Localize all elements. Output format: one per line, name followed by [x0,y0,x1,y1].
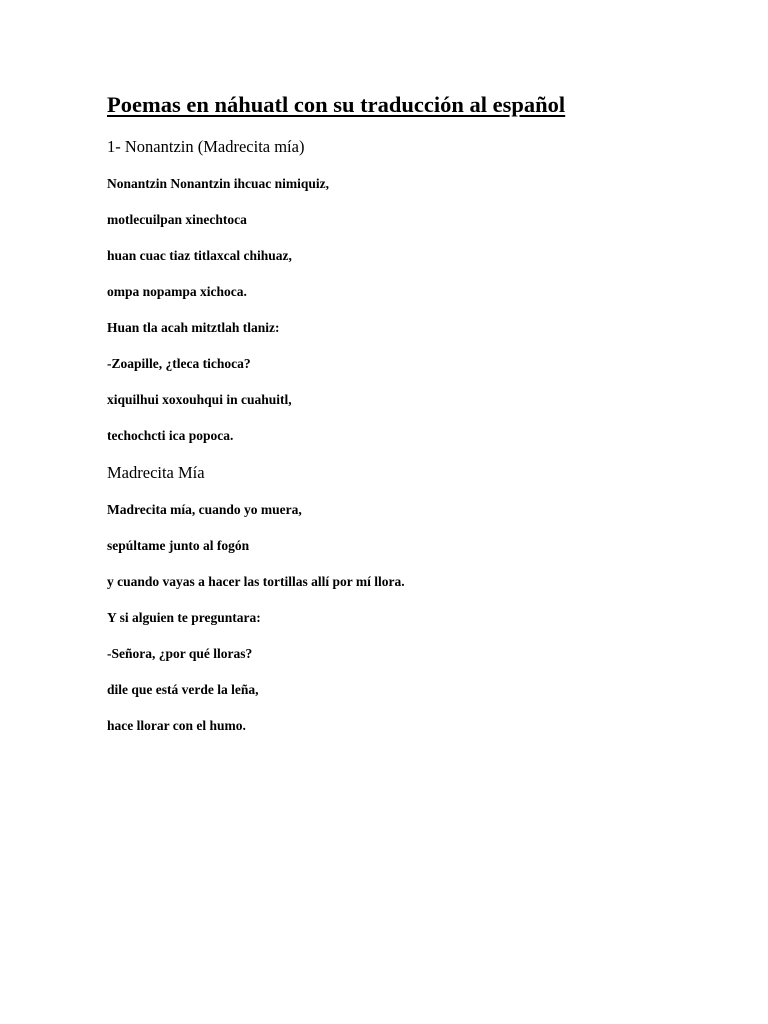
verse-line: -Zoapille, ¿tleca tichoca? [107,356,251,371]
verse-line: huan cuac tiaz titlaxcal chihuaz, [107,248,292,263]
section-heading-spanish: Madrecita Mía [107,463,205,482]
verse-line: techochcti ica popoca. [107,428,234,443]
verse-line: Huan tla acah mitztlah tlaniz: [107,320,280,335]
verse-line: Madrecita mía, cuando yo muera, [107,502,302,517]
verse-line: sepúltame junto al fogón [107,538,250,553]
verse-line: y cuando vayas a hacer las tortillas allí por mí llora. [107,574,405,589]
verse-line: Y si alguien te preguntara: [107,610,261,625]
section-heading-nahuatl: 1- Nonantzin (Madrecita mía) [107,137,305,156]
verse-line: ompa nopampa xichoca. [107,284,247,299]
verse-line: xiquilhui xoxouhqui in cuahuitl, [107,392,292,407]
verse-line: Nonantzin Nonantzin ihcuac nimiquiz, [107,176,330,191]
verse-line: hace llorar con el humo. [107,718,246,733]
verse-line: motlecuilpan xinechtoca [107,212,247,227]
verse-line: -Señora, ¿por qué lloras? [107,646,253,661]
document-title: Poemas en náhuatl con su traducción al español [107,92,566,117]
verse-line: dile que está verde la leña, [107,682,259,697]
